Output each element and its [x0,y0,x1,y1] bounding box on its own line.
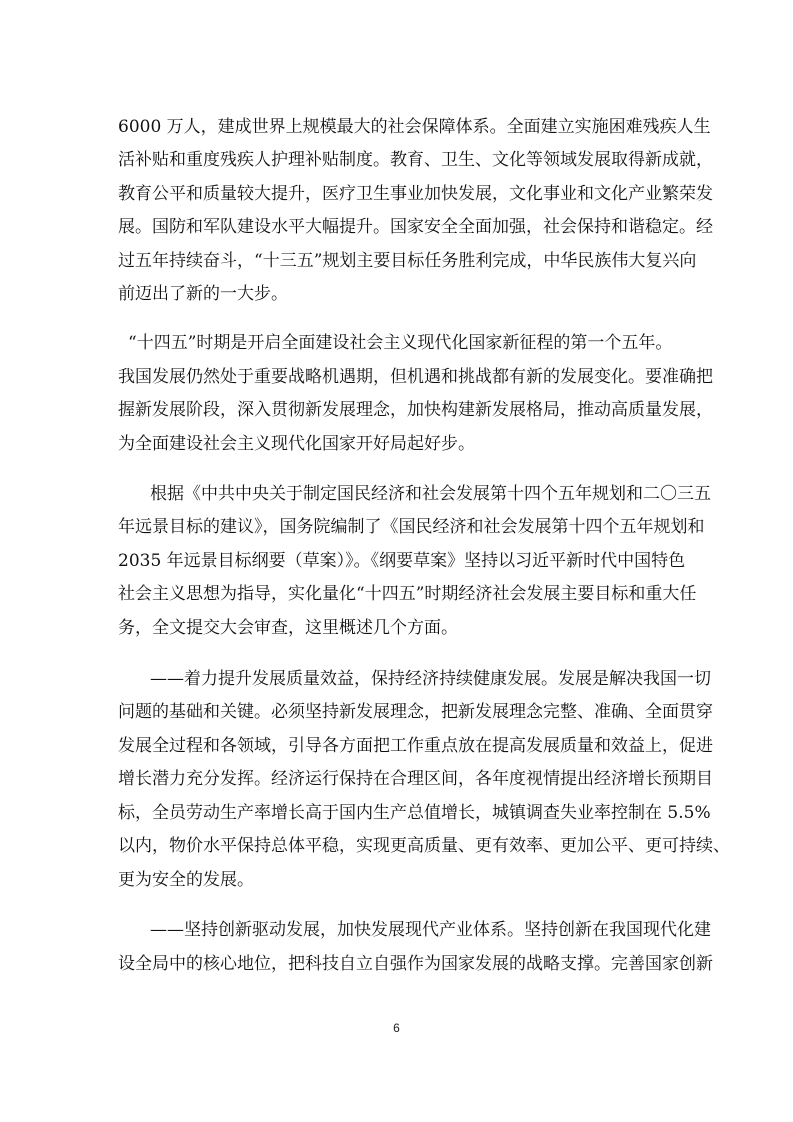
text-line: 增长潜力充分发挥。经济运行保持在合理区间，各年度视情提出经济增长预期目 [118,769,713,789]
text-line: 展。国防和军队建设水平大幅提升。国家安全全面加强，社会保持和谐稳定。经 [118,217,713,237]
text-line: 2035 年远景目标纲要（草案）》。《纲要草案》坚持以习近平新时代中国特色 [118,551,686,571]
text-line: 活补贴和重度残疾人护理补贴制度。教育、卫生、文化等领域发展取得新成就， [118,150,713,170]
text-line: 发展全过程和各领域，引导各方面把工作重点放在提高发展质量和效益上，促进 [118,736,713,756]
text-line: 教育公平和质量较大提升，医疗卫生事业加快发展，文化事业和文化产业繁荣发 [118,184,713,204]
page-number: 6 [393,1021,400,1035]
text-line: 社会主义思想为指导，实化量化“十四五”时期经济社会发展主要目标和重大任 [118,584,697,604]
text-line: 问题的基础和关键。必须坚持新发展理念，把新发展理念完整、准确、全面贯穿 [118,702,713,722]
text-line: “十四五”时期是开启全面建设社会主义现代化国家新征程的第一个五年。 [128,333,673,353]
text-line: 标，全员劳动生产率增长高于国内生产总值增长，城镇调查失业率控制在 5.5% [118,803,711,823]
text-line: 过五年持续奋斗，“十三五”规划主要目标任务胜利完成，中华民族伟大复兴向 [118,251,697,271]
text-line: 我国发展仍然处于重要战略机遇期，但机遇和挑战都有新的发展变化。要准确把 [118,367,713,387]
text-line: 握新发展阶段，深入贯彻新发展理念，加快构建新发展格局，推动高质量发展， [118,400,713,420]
text-line: 为全面建设社会主义现代化国家开好局起好步。 [118,434,475,454]
text-line: 前迈出了新的一大步。 [118,284,288,304]
text-line: 更为安全的发展。 [118,870,254,890]
text-line: 务，全文提交大会审查，这里概述几个方面。 [118,618,458,638]
text-line: 以内，物价水平保持总体平稳，实现更高质量、更有效率、更加公平、更可持续、 [118,836,730,856]
text-line: 设全局中的核心地位，把科技自立自强作为国家发展的战略支撑。完善国家创新 [118,954,713,974]
text-line: 根据《中共中央关于制定国民经济和社会发展第十四个五年规划和二〇三五 [150,484,711,504]
text-line: 年远景目标的建议》，国务院编制了《国民经济和社会发展第十四个五年规划和 [118,517,705,537]
text-line: ——着力提升发展质量效益，保持经济持续健康发展。发展是解决我国一切 [150,669,711,689]
text-line: ——坚持创新驱动发展，加快发展现代产业体系。坚持创新在我国现代化建 [150,920,711,940]
text-line: 6000 万人，建成世界上规模最大的社会保障体系。全面建立实施困难残疾人生 [118,117,711,137]
